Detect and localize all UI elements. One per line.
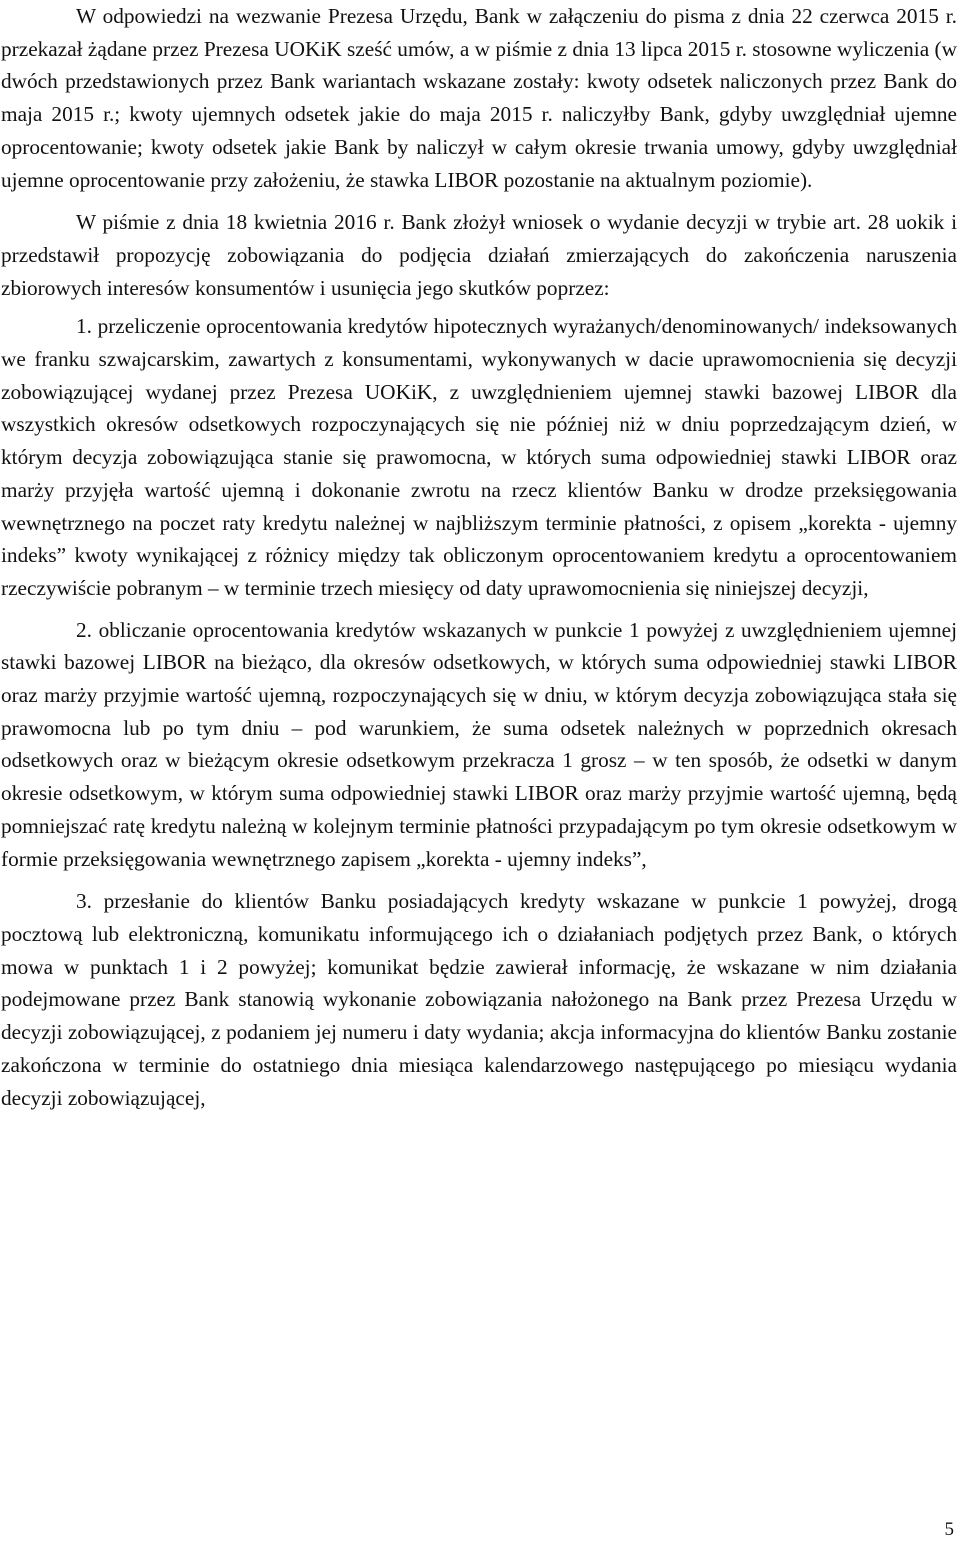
commitment-item-3: 3. przesłanie do klientów Banku posiadających kredyty wskazane w punkcie 1 powyżej, drogą pocztową lub elektroniczną, komunikatu informującego ich o działaniach podjętych przez Bank, o których mowa w punktach 1 i 2 powyżej; komunikat będzie zawierał informację, że wskazane w nim działania podejmowane przez Bank stanowią wykonanie zobowiązania nałożonego na Bank przez Prezesa Urzędu w decyzji zobowiązującej, z podaniem jej numeru i daty wydania; akcja informacyjna do klientów Banku zostanie zakończona w terminie do ostatniego dnia miesiąca kalendarzowego następującego po miesiącu wydania decyzji zobowiązującej, — [1, 889, 957, 1110]
document-body — [1, 0, 957, 1114]
page-number: 5 — [944, 1519, 954, 1540]
commitment-item-2: 2. obliczanie oprocentowania kredytów wskazanych w punkcie 1 powyżej z uwzględnieniem ujemnej stawki bazowej LIBOR na bieżąco, dla okresów odsetkowych, w których suma odpowiedniej stawki LIBOR oraz marży przyjmie wartość ujemną, rozpoczynających się w dniu, w którym decyzja zobowiązująca stała się prawomocna lub po tym dniu – pod warunkiem, że suma odsetek należnych w poprzednich okresach odsetkowych oraz w bieżącym okresie odsetkowym przekracza 1 grosz – w ten sposób, że odsetki w danym okresie odsetkowym, w którym suma odpowiedniej stawki LIBOR oraz marży przyjmie wartość ujemną, będą pomniejszać ratę kredytu należną w kolejnym terminie płatności przypadającym po tym okresie odsetkowym w formie przeksięgowania wewnętrznego zapisem „korekta - ujemny indeks”, — [1, 617, 957, 871]
commitment-item-1: 1. przeliczenie oprocentowania kredytów hipotecznych wyrażanych/denominowanych/ indeksowanych we franku szwajcarskim, zawartych z konsumentami, wykonywanych w dacie uprawomocnienia się decyzji zobowiązującej wydanej przez Prezesa UOKiK, z uwzględnieniem ujemnej stawki bazowej LIBOR dla wszystkich okresów odsetkowych rozpoczynających się nie później niż w dniu poprzedzającym dzień, w którym decyzja zobowiązująca stanie się prawomocna, w których suma odpowiedniej stawki LIBOR oraz marży przyjęła wartość ujemną i dokonanie zwrotu na rzecz klientów Banku w drodze przeksięgowania wewnętrznego na poczet raty kredytu należnej w najbliższym terminie płatności, z opisem „korekta - ujemny indeks” kwoty wynikającej z różnicy między tak obliczonym oprocentowaniem kredytu a oprocentowaniem rzeczywiście pobranym – w terminie trzech miesięcy od daty uprawomocnienia się niniejszej decyzji, — [1, 314, 957, 600]
paragraph-bank-response: W odpowiedzi na wezwanie Prezesa Urzędu, Bank w załączeniu do pisma z dnia 22 czerwca 2015 r. przekazał żądane przez Prezesa UOKiK sześć umów, a w piśmie z dnia 13 lipca 2015 r. stosowne wyliczenia (w dwóch przedstawionych przez Bank wariantach wskazane zostały: kwoty odsetek naliczonych przez Bank do maja 2015 r.; kwoty ujemnych odsetek jakie do maja 2015 r. naliczyłby Bank, gdyby uwzględniał ujemne oprocentowanie; kwoty odsetek jakie Bank by naliczył w całym okresie trwania umowy, gdyby uwzględniał ujemne oprocentowanie przy założeniu, że stawka LIBOR pozostanie na aktualnym poziomie). — [1, 4, 957, 192]
paragraph-bank-application: W piśmie z dnia 18 kwietnia 2016 r. Bank złożył wniosek o wydanie decyzji w trybie art. 28 uokik i przedstawił propozycję zobowiązania do podjęcia działań zmierzających do zakończenia naruszenia zbiorowych interesów konsumentów i usunięcia jego skutków poprzez: — [1, 210, 957, 300]
